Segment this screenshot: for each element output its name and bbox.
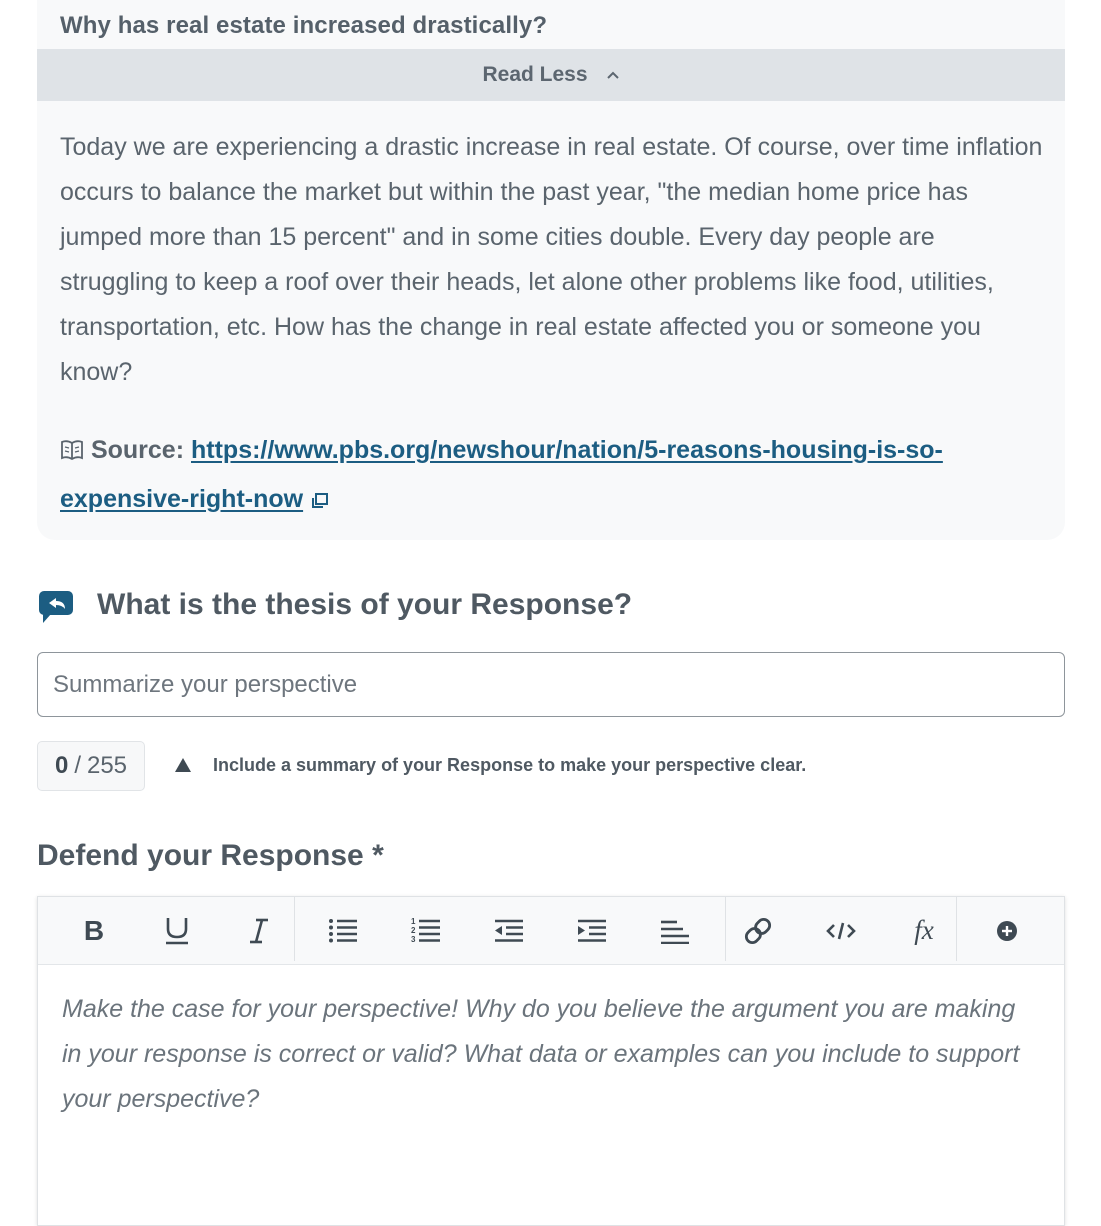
prompt-card: [37, 0, 1065, 540]
character-counter: [37, 741, 145, 791]
editor-toolbar: [38, 897, 1064, 965]
character-count: 0: [54, 752, 69, 779]
read-less-label: Read Less: [482, 63, 588, 86]
thesis-input[interactable]: [37, 652, 1065, 717]
toolbar-divider: [956, 897, 957, 961]
source-link[interactable]: https://www.pbs.org/newshour/nation/5-reasons-housing-is-so-expensive-right-now: [60, 436, 943, 513]
defend-title: Defend your Response *: [37, 839, 384, 872]
bold-icon[interactable]: [64, 897, 124, 964]
svg-text:B: B: [83, 917, 105, 944]
add-circle-icon[interactable]: [977, 897, 1037, 964]
bulleted-list-icon[interactable]: [313, 897, 373, 964]
prompt-body: Today we are experiencing a drastic increase in real estate. Of course, over time inflation occurs to balance the market but within the past year, "the median home price has jumped more than 15 percent" and in some cities double. Every day people are struggling to keep a roof over their heads, let alone other problems like food, utilities, transportation, etc. How has the change in real estate affected you or someone you know?: [60, 133, 1043, 386]
warning-triangle-icon: [174, 757, 192, 778]
outdent-icon[interactable]: [479, 897, 539, 964]
svg-text:2: 2: [411, 925, 416, 935]
toolbar-divider: [294, 897, 295, 961]
read-less-button[interactable]: [37, 49, 1065, 101]
indent-icon[interactable]: [562, 897, 622, 964]
formula-icon[interactable]: [894, 897, 954, 964]
svg-text:3: 3: [411, 934, 416, 944]
svg-text:fx: fx: [914, 914, 934, 945]
code-icon[interactable]: [811, 897, 871, 964]
link-icon[interactable]: [728, 897, 788, 964]
source-label: Source:: [90, 436, 185, 464]
align-left-icon[interactable]: [645, 897, 705, 964]
italic-icon[interactable]: [229, 897, 289, 964]
prompt-title: Why has real estate increased drastically?: [60, 12, 548, 39]
svg-text:1: 1: [411, 916, 416, 926]
underline-icon[interactable]: [147, 897, 207, 964]
thesis-hint: Include a summary of your Response to make your perspective clear.: [213, 755, 807, 775]
defend-text-area[interactable]: Make the case for your perspective! Why do you believe the argument you are making in your response is correct or valid? What data or examples can you include to support your perspective?: [62, 995, 1020, 1113]
external-link-icon[interactable]: [310, 479, 330, 525]
chevron-up-icon: [606, 70, 620, 80]
book-icon: [60, 430, 84, 476]
counter-separator: /: [74, 752, 81, 779]
thesis-title: What is the thesis of your Response?: [97, 588, 633, 621]
source-line: [60, 427, 1045, 525]
toolbar-divider: [725, 897, 726, 961]
rich-text-editor: [37, 896, 1065, 1226]
character-max: 255: [86, 752, 128, 779]
response-chat-icon: [38, 590, 74, 629]
numbered-list-icon[interactable]: [396, 897, 456, 964]
